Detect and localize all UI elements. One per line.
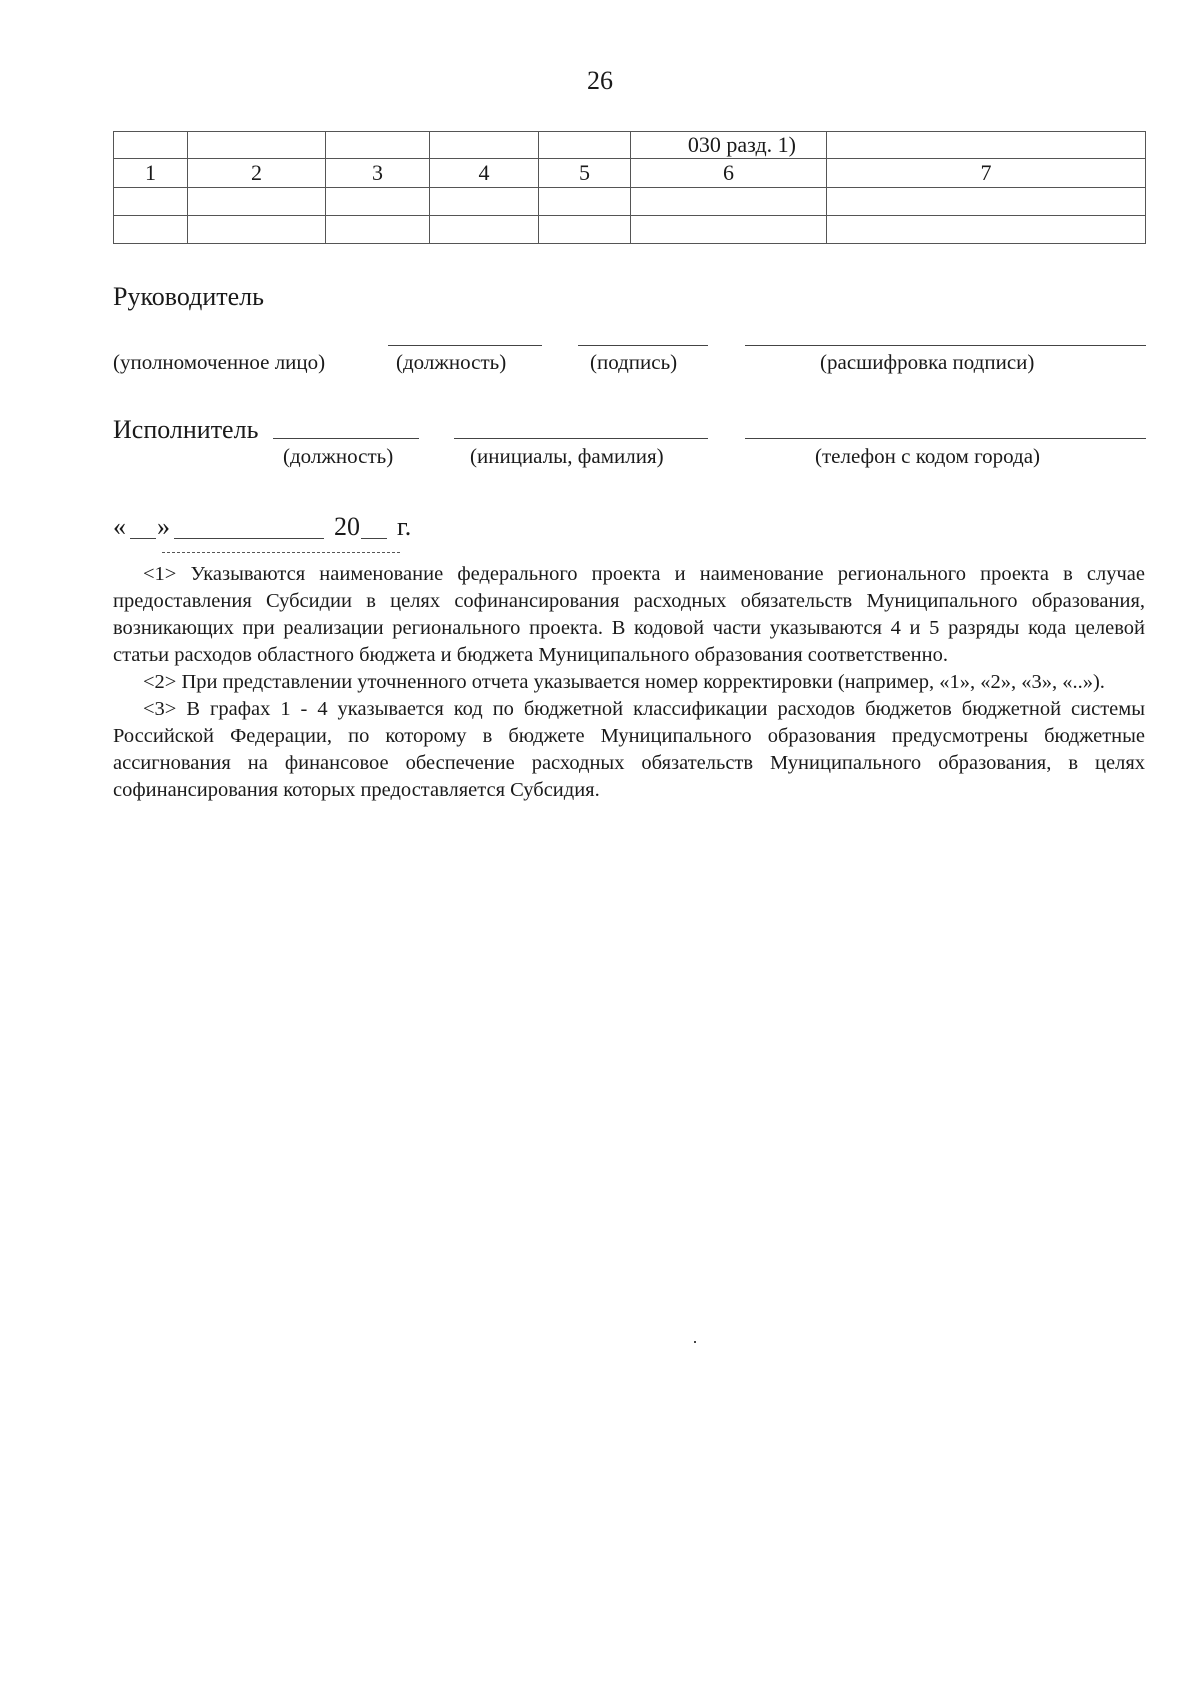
footnote-3: <3> В графах 1 - 4 указывается код по бюджетной классификации расходов бюджетов бюджетной системы Российской Федерации, по которому в бюджете Муниципального образования предусмотрены бюджетные ассигнования на финансовое обеспечение расходных обязательств Муниципального образования, в целях софинансирования которых предоставляется Субсидия. [113,698,1145,801]
executor-label: Исполнитель [113,415,259,444]
signature-line-signature [578,345,708,346]
table-cell [114,132,188,159]
executor-line-position [273,438,419,439]
caption-signature: (подпись) [590,350,678,374]
table-cell [326,216,430,244]
table-cell [827,132,1146,159]
column-number: 1 [114,159,188,188]
table-column-numbers-row [114,159,1146,188]
table-cell [539,216,631,244]
table-cell [188,188,326,216]
table-top-row [114,132,1146,159]
date-close-quote: » [157,512,170,541]
column-number: 5 [539,159,631,188]
date-day-line [130,538,156,539]
head-label: Руководитель [113,282,264,311]
executor-line-name [454,438,708,439]
caption-signature-decoding: (расшифровка подписи) [820,350,1035,374]
footnote-separator [162,552,400,553]
footnote-1: <1> Указываются наименование федерального проекта и наименование регионального проекта в случае предоставления Субсидии в целях софинансирования расходных обязательств Муниципального образования, возникающих при реализации регионального проекта. В кодовой части указываются 4 и 5 разряды кода целевой статьи расходов областного бюджета и бюджета Муниципального образования соответственно. [113,563,1145,666]
signature-line-name [745,345,1146,346]
executor-line-phone [745,438,1146,439]
table-cell [326,132,430,159]
caption-executor-name: (инициалы, фамилия) [470,444,664,468]
table-cell-code-note: 030 разд. 1) [631,132,827,159]
column-number: 2 [188,159,326,188]
column-number: 4 [430,159,539,188]
table-cell [188,132,326,159]
date-year: 20 [334,512,360,541]
table-row [114,216,1146,244]
caption-executor-position: (должность) [283,444,394,468]
scan-speck [694,1341,696,1343]
table-cell [430,132,539,159]
table-cell [114,216,188,244]
column-number: 6 [631,159,827,188]
table-cell [539,188,631,216]
caption-position: (должность) [396,350,507,374]
table-row [114,188,1146,216]
table-cell [430,216,539,244]
table-cell [114,188,188,216]
table-cell [188,216,326,244]
table-cell [430,188,539,216]
date-year-line [361,538,387,539]
caption-authorized-person: (уполномоченное лицо) [113,350,326,374]
date-month-line [174,538,324,539]
caption-executor-phone: (телефон с кодом города) [815,444,1041,468]
table-cell [326,188,430,216]
table-cell [827,216,1146,244]
table-cell [631,188,827,216]
footnotes [113,561,1145,804]
date-open-quote: « [113,512,126,541]
footnote-2: <2> При представлении уточненного отчета указывается номер корректировки (например, «1», «2», «3», «..»). [143,671,1105,693]
page-number: 26 [587,66,613,95]
column-number: 7 [827,159,1146,188]
table-cell [631,216,827,244]
signature-line-position [388,345,542,346]
column-number: 3 [326,159,430,188]
date-suffix: г. [397,512,412,541]
table-cell [827,188,1146,216]
table-cell [539,132,631,159]
report-table [113,131,1146,244]
